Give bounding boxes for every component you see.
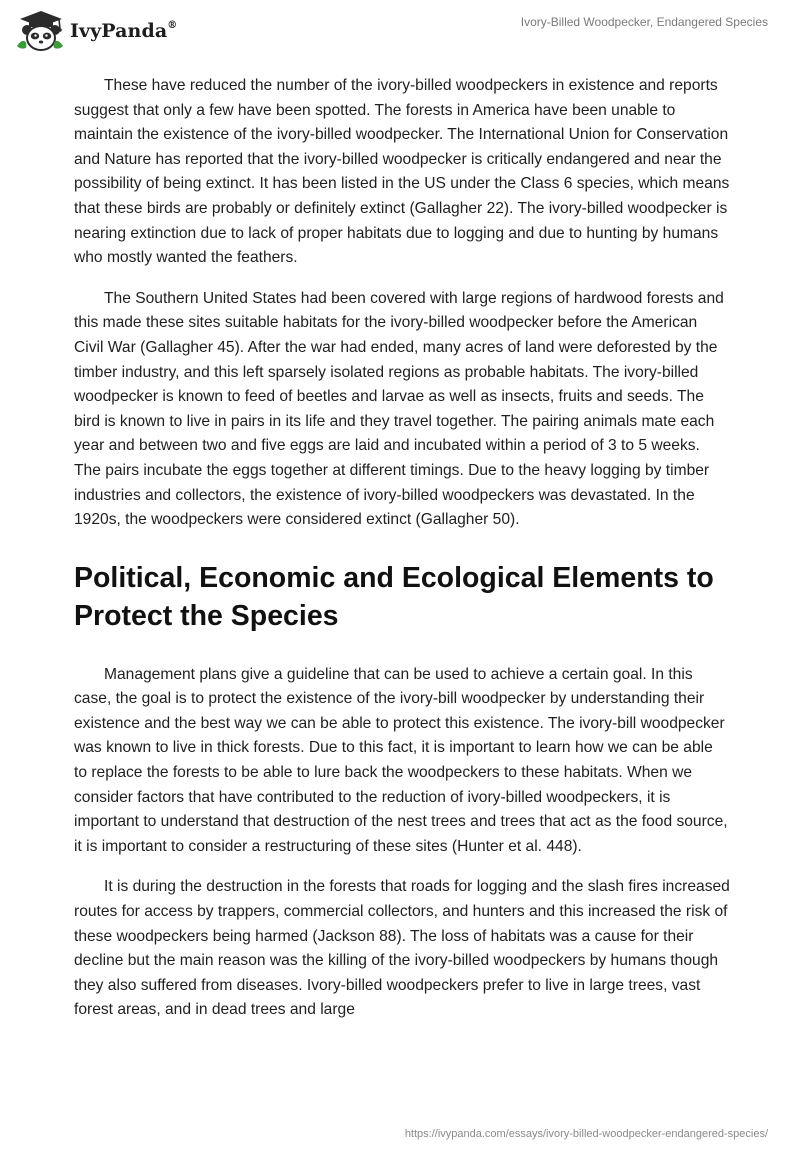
- paragraph-3: Management plans give a guideline that can be used to achieve a certain goal. In this case, the goal is to protect the existence of the ivory-bill woodpecker by understanding their existence and the best way we can be able to protect this existence. The ivory-bill woodpecker was known to live in thick forests. Due to this fact, it is important to learn how we can be able to replace the forests to be able to lure back the woodpeckers to these habitats. When we consider factors that have contributed to the reduction of ivory-billed woodpeckers, it is important to understand that destruction of the nest trees and trees that act as the food source, it is important to consider a restructuring of these sites (Hunter et al. 448).: [74, 665, 728, 855]
- paragraph-1: These have reduced the number of the ivory-billed woodpeckers in existence and reports suggest that only a few have been spotted. The forests in America have been unable to maintain the existence of the ivory-billed woodpecker. The International Union for Conservation and Nature has reported that the ivory-billed woodpecker is critically endangered and near the possibility of being extinct. It has been listed in the US under the Class 6 species, which means that these birds are probably or definitely extinct (Gallagher 22). The ivory-billed woodpecker is nearing extinction due to lack of proper habitats due to logging and due to hunting by humans who mostly wanted the feathers.: [74, 77, 730, 267]
- panda-graduation-cap-icon: [14, 8, 66, 52]
- paragraph-2: The Southern United States had been covered with large regions of hardwood forests and this made these sites suitable habitats for the ivory-billed woodpecker before the American Civil War (Gallagher 45). After the war had ended, many acres of land were deforested by the timber industry, and this left sparsely isolated regions as probable habitats. The ivory-billed woodpecker is known to feed of beetles and larvae as well as insects, fruits and seeds. The bird is known to live in pairs in its life and they travel together. The pairing animals mate each year and between two and five eggs are laid and incubated within a period of 3 to 5 weeks. The pairs incubate the eggs together at different timings. Due to the heavy logging by timber industries and collectors, the existence of ivory-billed woodpeckers was devastated. In the 1920s, the woodpeckers were considered extinct (Gallagher 50).: [74, 289, 724, 529]
- essay-content: [74, 74, 730, 1039]
- logo-name: IvyPanda: [70, 20, 168, 42]
- ivypanda-logo[interactable]: [14, 8, 177, 52]
- source-url[interactable]: https://ivypanda.com/essays/ivory-billed-woodpecker-endangered-species/: [404, 1128, 768, 1140]
- logo-wordmark: [70, 20, 177, 42]
- paragraph-4: It is during the destruction in the forests that roads for logging and the slash fires increased routes for access by trappers, commercial collectors, and hunters and this increased the risk of these woodpeckers being harmed (Jackson 88). The loss of habitats was a cause for their decline but the main reason was the killing of the ivory-billed woodpeckers by humans though they also suffered from diseases. Ivory-billed woodpeckers prefer to live in large trees, vast forest areas, and in dead trees and large: [74, 878, 730, 1019]
- registered-mark: ®: [167, 19, 178, 31]
- section-heading: Political, Economic and Ecological Elements to Protect the Species: [74, 561, 714, 632]
- running-title: Ivory-Billed Woodpecker, Endangered Species: [520, 15, 768, 29]
- page-header: [0, 0, 800, 60]
